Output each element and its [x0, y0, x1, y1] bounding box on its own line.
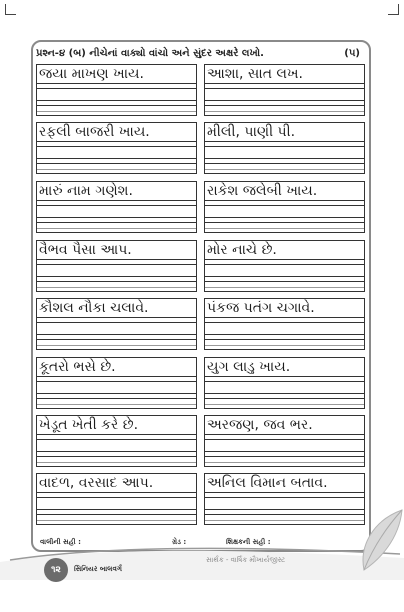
writing-cell [36, 240, 197, 292]
model-sentence: અનિલ વિમાન બતાવ. [207, 475, 328, 491]
crop-mark-top-left [5, 4, 16, 15]
model-sentence: જયા માખણ ખાય. [39, 66, 144, 82]
model-sentence: અરજણ, જવ ભર. [207, 417, 313, 433]
ruled-lines [205, 259, 364, 291]
page-number-badge: ૧૨ [44, 558, 68, 582]
ruled-lines [37, 141, 196, 173]
writing-cell [36, 415, 197, 467]
writing-cell [36, 473, 197, 525]
writing-cell [204, 181, 365, 233]
ruled-lines [205, 141, 364, 173]
publisher-tagline: સાર્થક - વાર્ષિક મૌખાર્યજીસ્ટ [206, 556, 286, 564]
grade-label: ગ્રેડ : [172, 538, 187, 546]
model-sentence: મીલી, પાણી પી. [207, 124, 296, 140]
writing-cell [204, 122, 365, 174]
writing-cell [204, 240, 365, 292]
ruled-lines [205, 376, 364, 408]
teacher-signature-label: શિક્ષકની સહી : [226, 538, 271, 546]
writing-cell [204, 298, 365, 350]
writing-cell [204, 64, 365, 116]
ruled-lines [205, 492, 364, 524]
ruled-lines [37, 492, 196, 524]
handwriting-grid [36, 64, 366, 524]
ruled-lines [205, 200, 364, 232]
model-sentence: મોર નાચે છે. [207, 242, 277, 258]
writing-cell [204, 357, 365, 409]
ruled-lines [37, 83, 196, 115]
writing-cell [36, 298, 197, 350]
model-sentence: વાદળ, વરસાદ આપ. [39, 475, 154, 491]
model-sentence: રફલી બાજરી ખાય. [39, 124, 150, 140]
ruled-lines [205, 434, 364, 466]
model-sentence: વૈભવ પૈસા આપ. [39, 242, 132, 258]
model-sentence: રાકેશ જલેબી ખાય. [207, 183, 318, 199]
writing-cell [36, 64, 197, 116]
ruled-lines [205, 317, 364, 349]
model-sentence: કૂતરો ભસે છે. [39, 359, 116, 375]
instruction-text: પ્રશ્ન-૪ (બ) નીચેનાં વાક્યો વાંચો અને સુંદર અક્ષરે લખો. [36, 48, 264, 59]
ruled-lines [37, 434, 196, 466]
writing-cell [204, 415, 365, 467]
parent-signature-label: વાલીની સહી : [40, 538, 81, 546]
leaf-decoration-icon [354, 505, 404, 575]
ruled-lines [37, 376, 196, 408]
marks-label: (૫) [344, 48, 360, 59]
ruled-lines [37, 200, 196, 232]
ruled-lines [205, 83, 364, 115]
question-header [36, 45, 364, 63]
model-sentence: આશા, સાત લખ. [207, 66, 303, 82]
writing-cell [36, 357, 197, 409]
ruled-lines [37, 259, 196, 291]
model-sentence: ખેડૂત ખેતી કરે છે. [39, 417, 139, 433]
writing-cell [36, 181, 197, 233]
model-sentence: યુગ લાડુ ખાય. [207, 359, 291, 375]
series-label: સિનિયર બાલવર્ગ [74, 565, 122, 573]
model-sentence: મારું નામ ગણેશ. [39, 183, 133, 199]
writing-cell [204, 473, 365, 525]
model-sentence: પંકજ પતંગ ચગાવે. [207, 300, 315, 316]
model-sentence: કૌશલ નૌકા ચલાવે. [39, 300, 149, 316]
writing-cell [36, 122, 197, 174]
ruled-lines [37, 317, 196, 349]
crop-mark-top-right [388, 4, 399, 15]
